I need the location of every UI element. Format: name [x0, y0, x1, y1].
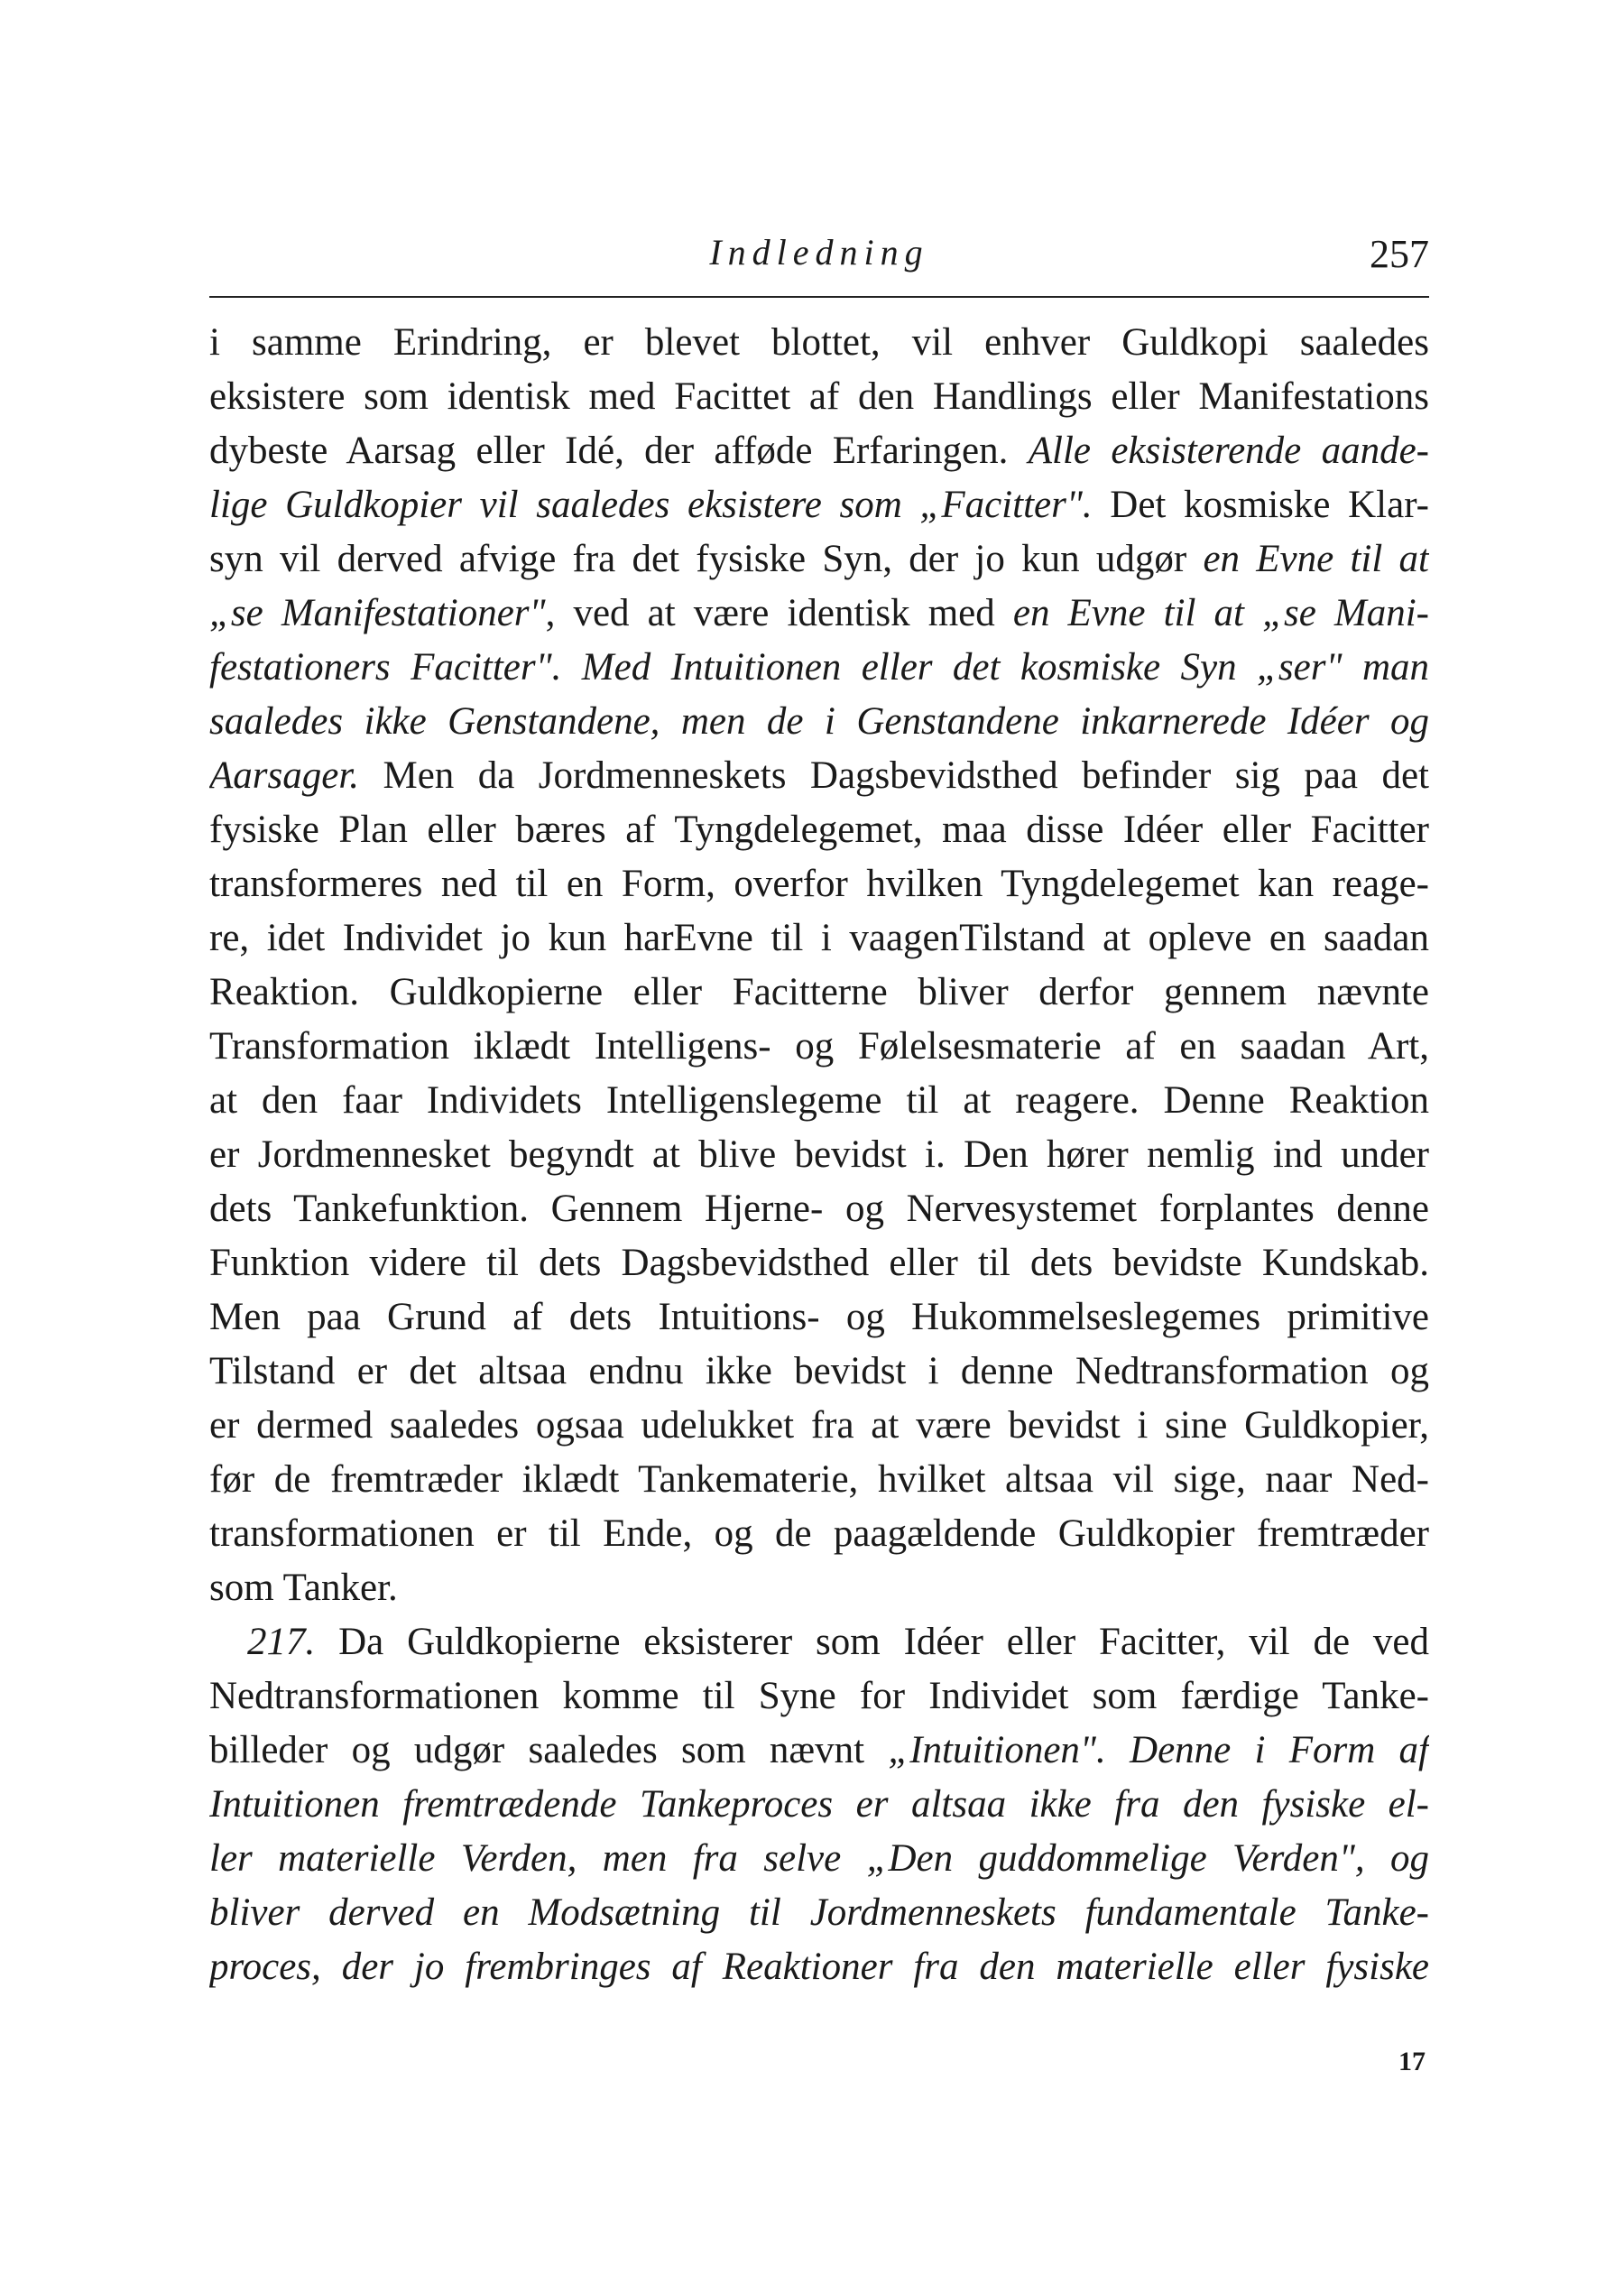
italic-text-segment: lige Guldkopier vil saaledes eksistere som „Facitter". [209, 484, 1111, 526]
text-segment: syn vil derved afvige fra det fysiske Syn, der jo kun udgør [209, 538, 1204, 580]
page-number: 257 [1370, 232, 1429, 276]
italic-text-segment: „Intuitionen". Denne i Form af [888, 1729, 1429, 1771]
text-line [209, 1020, 1429, 1074]
text-line [209, 1507, 1429, 1561]
italic-text-segment: Alle eksisterende aande- [1028, 430, 1429, 472]
text-segment: Nedtransformationen komme til Syne for Individet som færdige Tanke- [209, 1675, 1429, 1717]
text-line [209, 1940, 1429, 1994]
italic-text-segment: Aarsager. [209, 754, 383, 797]
text-line [209, 749, 1429, 803]
text-segment: dybeste Aarsag eller Idé, der afføde Erfaringen. [209, 430, 1029, 472]
text-line [209, 1128, 1429, 1182]
text-segment: dets Tankefunktion. Gennem Hjerne- og Nervesystemet forplantes denne [209, 1188, 1429, 1230]
text-segment: Tilstand er det altsaa endnu ikke bevidst i denne Nedtransformation og [209, 1350, 1429, 1392]
text-segment: at den faar Individets Intelligenslegeme til at reagere. Denne Reaktion [209, 1079, 1429, 1122]
text-line [209, 532, 1429, 587]
text-line [209, 370, 1429, 424]
italic-text-segment: ler materielle Verden, men fra selve „Den guddommelige Verden", og [209, 1837, 1429, 1880]
text-segment: re, idet Individet jo kun harEvne til i vaagenTilstand at opleve en saadan [209, 917, 1429, 959]
italic-text-segment: 217. [247, 1621, 339, 1663]
text-segment: Da Guldkopierne eksisterer som Idéer eller Facitter, vil de ved [338, 1621, 1429, 1663]
text-segment: er dermed saaledes ogsaa udelukket fra at være bevidst i sine Guldkopier, [209, 1404, 1429, 1447]
text-segment: som Tanker. [209, 1567, 398, 1609]
text-line [209, 1561, 1429, 1615]
text-line [209, 316, 1429, 370]
text-line [209, 1182, 1429, 1236]
italic-text-segment: proces, der jo frembringes af Reaktioner fra den materielle eller fysiske [209, 1946, 1429, 1988]
body-text [209, 316, 1429, 1994]
text-line [209, 911, 1429, 966]
text-segment: Det kosmiske Klar- [1110, 484, 1429, 526]
text-line [209, 1615, 1429, 1669]
text-line [209, 587, 1429, 641]
italic-text-segment: „se Manifestationer" [209, 592, 546, 634]
text-line [209, 1074, 1429, 1128]
text-segment: Men paa Grund af dets Intuitions- og Hukommelseslegemes primitive [209, 1296, 1429, 1338]
text-line [209, 857, 1429, 911]
text-segment: , ved at være identisk med [545, 592, 1013, 634]
text-segment: fysiske Plan eller bæres af Tyngdelegemet, maa disse Idéer eller Facitter [209, 809, 1429, 851]
italic-text-segment: en Evne til at „se Mani- [1012, 592, 1429, 634]
text-segment: Reaktion. Guldkopierne eller Facitterne bliver derfor gennem nævnte [209, 971, 1429, 1013]
text-segment: Funktion videre til dets Dagsbevidsthed eller til dets bevidste Kundskab. [209, 1242, 1429, 1284]
text-segment: er Jordmennesket begyndt at blive bevidst i. Den hører nemlig ind under [209, 1133, 1429, 1176]
italic-text-segment: saaledes ikke Genstandene, men de i Genstandene inkarnerede Idéer og [209, 700, 1429, 743]
signature-mark: 17 [1398, 2047, 1426, 2076]
text-line [209, 478, 1429, 532]
text-line [209, 1832, 1429, 1886]
text-segment: billeder og udgør saaledes som nævnt [209, 1729, 889, 1771]
text-line [209, 1236, 1429, 1290]
running-head [209, 224, 1429, 298]
text-segment: Men da Jordmenneskets Dagsbevidsthed befinder sig paa det [383, 754, 1429, 797]
italic-text-segment: en Evne til at [1203, 538, 1429, 580]
text-segment: eksistere som identisk med Facittet af den Handlings eller Manifestations [209, 375, 1429, 418]
text-segment: transformationen er til Ende, og de paagældende Guldkopier fremtræder [209, 1512, 1429, 1555]
running-title: Indledning [709, 232, 929, 273]
text-line [209, 1724, 1429, 1778]
text-segment: i samme Erindring, er blevet blottet, vil enhver Guldkopi saaledes [209, 321, 1429, 364]
text-line [209, 1453, 1429, 1507]
text-segment: transformeres ned til en Form, overfor hvilken Tyngdelegemet kan reage- [209, 863, 1429, 905]
text-line [209, 803, 1429, 857]
text-line [209, 1345, 1429, 1399]
text-segment: før de fremtræder iklædt Tankematerie, hvilket altsaa vil sige, naar Ned- [209, 1458, 1429, 1501]
text-line [209, 1290, 1429, 1345]
text-line [209, 424, 1429, 478]
italic-text-segment: bliver derved en Modsætning til Jordmenneskets fundamentale Tanke- [209, 1891, 1429, 1934]
text-line [209, 1886, 1429, 1940]
text-line [209, 695, 1429, 749]
text-line [209, 1669, 1429, 1724]
text-line [209, 1399, 1429, 1453]
text-line [209, 1778, 1429, 1832]
italic-text-segment: festationers Facitter". Med Intuitionen eller det kosmiske Syn „ser" man [209, 646, 1429, 689]
text-segment: Transformation iklædt Intelligens- og Følelsesmaterie af en saadan Art, [209, 1025, 1429, 1068]
text-line [209, 641, 1429, 695]
italic-text-segment: Intuitionen fremtrædende Tankeproces er altsaa ikke fra den fysiske el- [209, 1783, 1429, 1826]
text-line [209, 966, 1429, 1020]
